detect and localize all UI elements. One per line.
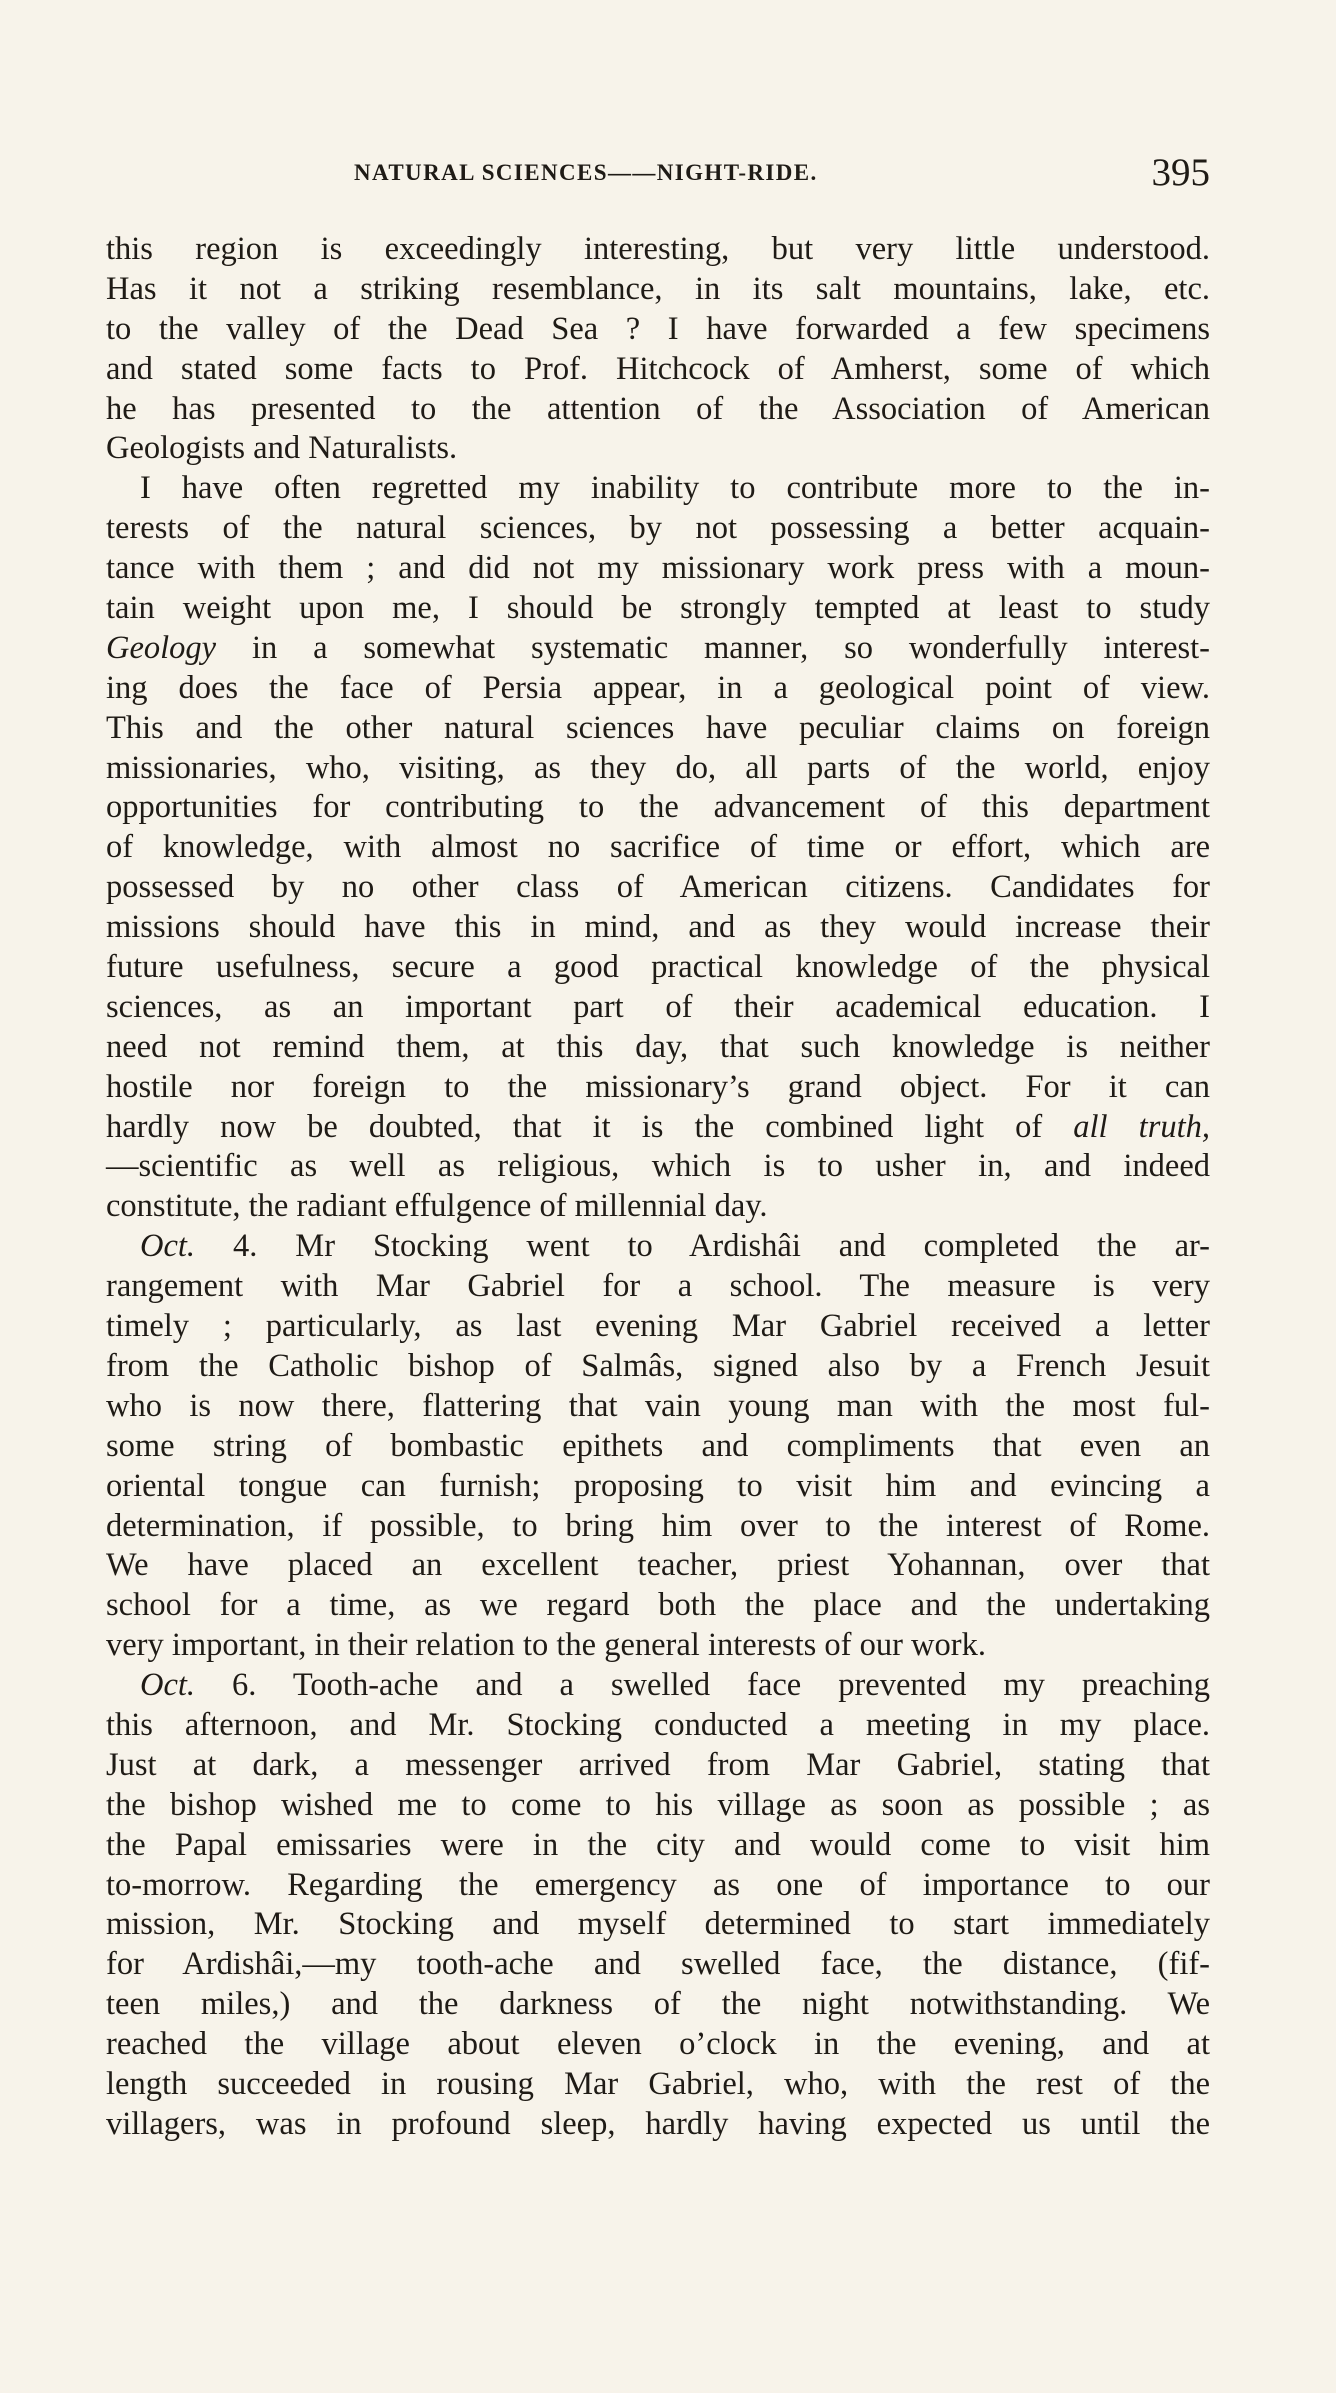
text-segment: This and the other natural sciences have peculiar claims on foreign: [106, 709, 1210, 746]
text-segment: who is now there, flattering that vain young man with the most ful-: [106, 1387, 1210, 1424]
text-segment: tain weight upon me, I should be strongly tempted at least to study: [106, 590, 1210, 627]
text-line: [106, 1706, 1210, 1746]
text-line: [106, 948, 1210, 988]
text-segment: for Ardishâi,—my tooth-ache and swelled face, the distance, (fif-: [106, 1946, 1210, 1983]
text-line: [106, 1387, 1210, 1427]
text-segment: missionaries, who, visiting, as they do, all parts of the world, enjoy: [106, 749, 1210, 786]
text-line: [106, 1068, 1210, 1108]
running-title: NATURAL SCIENCES——NIGHT-RIDE.: [354, 160, 818, 185]
body-text: [106, 230, 1210, 2145]
text-segment: the Papal emissaries were in the city and would come to visit him: [106, 1826, 1210, 1863]
text-line: [106, 2025, 1210, 2065]
text-line: [106, 429, 1210, 469]
text-segment: tance with them ; and did not my missionary work press with a moun-: [106, 550, 1210, 587]
text-segment: future usefulness, secure a good practical knowledge of the physical: [106, 949, 1210, 986]
text-line: [106, 1786, 1210, 1826]
text-segment: —scientific as well as religious, which is to usher in, and indeed: [106, 1148, 1210, 1185]
text-segment: the bishop wished me to come to his village as soon as possible ; as: [106, 1786, 1210, 1823]
text-segment: hostile nor foreign to the missionary’s grand object. For it can: [106, 1068, 1210, 1105]
text-segment: very important, in their relation to the general interests of our work.: [106, 1627, 986, 1664]
text-segment: villagers, was in profound sleep, hardly having expected us until the: [106, 2105, 1210, 2142]
text-segment: timely ; particularly, as last evening Mar Gabriel received a letter: [106, 1308, 1210, 1345]
text-segment: some string of bombastic epithets and compliments that even an: [106, 1427, 1210, 1464]
page-number: 395: [1151, 151, 1210, 194]
text-segment: length succeeded in rousing Mar Gabriel, who, with the rest of the: [106, 2065, 1210, 2102]
text-line: [106, 1826, 1210, 1866]
text-line: [106, 1666, 1210, 1706]
text-line: [106, 1945, 1210, 1985]
text-line: [106, 1467, 1210, 1507]
text-segment: Has it not a striking resemblance, in its salt mountains, lake, etc.: [106, 270, 1210, 307]
italic-text: Geology: [106, 629, 217, 666]
text-segment: Just at dark, a messenger arrived from Mar Gabriel, stating that: [106, 1746, 1210, 1783]
italic-text: Oct.: [140, 1228, 196, 1265]
text-line: [106, 1307, 1210, 1347]
text-segment: constitute, the radiant effulgence of millennial day.: [106, 1188, 768, 1225]
text-line: [106, 1108, 1210, 1148]
running-head: [106, 150, 1210, 200]
text-segment: Geologists and Naturalists.: [106, 430, 458, 467]
text-segment: We have placed an excellent teacher, priest Yohannan, over that: [106, 1547, 1210, 1584]
text-line: [106, 469, 1210, 509]
text-segment: and stated some facts to Prof. Hitchcock of Amherst, some of which: [106, 350, 1210, 387]
text-segment: 4. Mr Stocking went to Ardishâi and completed the ar-: [195, 1228, 1210, 1265]
text-line: [106, 2105, 1210, 2145]
italic-text: Oct.: [140, 1667, 196, 1704]
text-line: [106, 988, 1210, 1028]
text-line: [106, 749, 1210, 789]
text-line: [106, 709, 1210, 749]
text-line: [106, 1746, 1210, 1786]
text-line: [106, 230, 1210, 270]
text-segment: reached the village about eleven o’clock in the evening, and at: [106, 2026, 1210, 2063]
text-line: [106, 908, 1210, 948]
text-segment: school for a time, as we regard both the place and the undertaking: [106, 1587, 1210, 1624]
text-line: [106, 1427, 1210, 1467]
text-line: [106, 1028, 1210, 1068]
text-line: [106, 1187, 1210, 1227]
text-segment: opportunities for contributing to the advancement of this department: [106, 789, 1210, 826]
text-segment: ing does the face of Persia appear, in a geological point of view.: [106, 669, 1210, 706]
text-segment: this region is exceedingly interesting, but very little understood.: [106, 231, 1210, 267]
text-segment: missions should have this in mind, and as they would increase their: [106, 909, 1210, 946]
text-line: [106, 549, 1210, 589]
text-line: [106, 1147, 1210, 1187]
text-line: [106, 1985, 1210, 2025]
text-line: [106, 390, 1210, 430]
text-line: [106, 1227, 1210, 1267]
text-line: [106, 310, 1210, 350]
text-line: [106, 828, 1210, 868]
text-line: [106, 629, 1210, 669]
text-segment: this afternoon, and Mr. Stocking conducted a meeting in my place.: [106, 1706, 1210, 1743]
text-line: [106, 2065, 1210, 2105]
text-segment: from the Catholic bishop of Salmâs, signed also by a French Jesuit: [106, 1347, 1210, 1384]
text-segment: need not remind them, at this day, that such knowledge is neither: [106, 1028, 1210, 1065]
text-line: [106, 1626, 1210, 1666]
text-line: [106, 1267, 1210, 1307]
text-segment: possessed by no other class of American citizens. Candidates for: [106, 869, 1210, 906]
text-line: [106, 1546, 1210, 1586]
text-line: [106, 350, 1210, 390]
text-segment: 6. Tooth-ache and a swelled face prevented my preaching: [195, 1667, 1210, 1704]
text-segment: of knowledge, with almost no sacrifice of time or effort, which are: [106, 829, 1210, 866]
text-segment: sciences, as an important part of their academical education. I: [106, 988, 1210, 1025]
text-line: [106, 868, 1210, 908]
text-segment: terests of the natural sciences, by not possessing a better acquain-: [106, 510, 1210, 547]
text-line: [106, 788, 1210, 828]
text-segment: he has presented to the attention of the Association of American: [106, 390, 1210, 427]
text-line: [106, 1905, 1210, 1945]
text-line: [106, 509, 1210, 549]
text-segment: I have often regretted my inability to contribute more to the in-: [140, 470, 1210, 507]
text-line: [106, 589, 1210, 629]
text-segment: mission, Mr. Stocking and myself determined to start immediately: [106, 1906, 1210, 1943]
text-segment: teen miles,) and the darkness of the night notwithstanding. We: [106, 1986, 1210, 2023]
italic-text: all truth,: [1073, 1108, 1210, 1145]
text-segment: to-morrow. Regarding the emergency as one of importance to our: [106, 1866, 1210, 1903]
text-line: [106, 270, 1210, 310]
text-segment: rangement with Mar Gabriel for a school. The measure is very: [106, 1268, 1210, 1305]
text-segment: hardly now be doubted, that it is the combined light of: [106, 1108, 1074, 1145]
text-segment: determination, if possible, to bring him over to the interest of Rome.: [106, 1507, 1210, 1544]
text-segment: oriental tongue can furnish; proposing to visit him and evincing a: [106, 1467, 1210, 1504]
text-line: [106, 1507, 1210, 1547]
text-segment: in a somewhat systematic manner, so wonderfully interest-: [216, 629, 1210, 666]
text-line: [106, 669, 1210, 709]
text-line: [106, 1866, 1210, 1906]
text-segment: to the valley of the Dead Sea ? I have forwarded a few specimens: [106, 310, 1210, 347]
text-line: [106, 1347, 1210, 1387]
text-line: [106, 1586, 1210, 1626]
